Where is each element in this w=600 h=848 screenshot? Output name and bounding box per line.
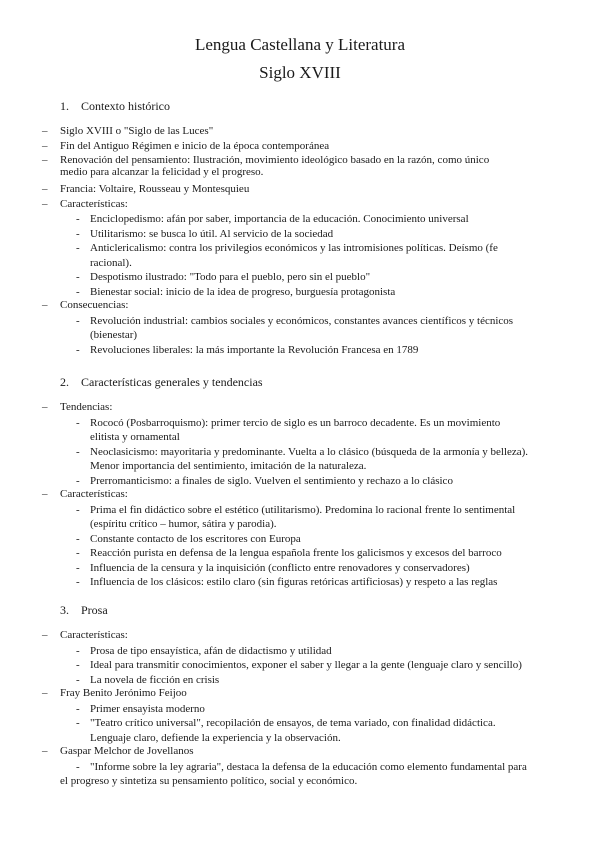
sub-list-item: [76, 416, 568, 445]
sub-list-item: [76, 658, 568, 673]
list-item-text: Consecuencias:: [60, 299, 129, 311]
section-heading-text: Prosa: [78, 603, 108, 617]
list-item-text: Tendencias:: [60, 401, 113, 413]
list-item: [60, 488, 128, 500]
sub-bullet: -: [76, 474, 80, 487]
sub-list-item: [76, 474, 568, 489]
sub-bullet: -: [76, 445, 80, 458]
list-item: [60, 198, 128, 210]
sub-list-item: [76, 503, 568, 532]
list-item-text: Características:: [60, 629, 128, 641]
sub-list-item-text: Prima el fin didáctico sobre el estético (utilitarismo). Predomina lo racional frente lo sentimental: [90, 503, 516, 516]
section-number: 2.: [60, 375, 69, 389]
list-item-text: Francia: Voltaire, Rousseau y Montesquieu: [60, 183, 250, 195]
sub-list-item-continuation: Menor importancia del sentimiento, imitación de la naturaleza.: [90, 460, 367, 472]
sub-list-item: [76, 716, 568, 745]
sub-bullet: -: [76, 416, 80, 429]
list-item-continuation: medio para alcanzar la felicidad y el progreso.: [60, 166, 264, 178]
sub-list-item-text: Constante contacto de los escritores con Europa: [90, 532, 301, 545]
sub-bullet: -: [76, 314, 80, 327]
sub-bullet: -: [76, 343, 80, 356]
sub-bullet: -: [76, 285, 80, 298]
sub-list-item-continuation: elitista y ornamental: [90, 431, 180, 443]
section-number: 1.: [60, 99, 69, 113]
sub-list-item-text: Prerromanticismo: a finales de siglo. Vuelven el sentimiento y rechazo a lo clásico: [90, 474, 453, 487]
section-heading: [60, 99, 170, 114]
document-title: Lengua Castellana y Literatura: [194, 35, 406, 54]
sub-list-item: [60, 760, 568, 789]
sub-list-item-text: Reacción purista en defensa de la lengua española frente los galicismos y excesos del barroco: [90, 547, 502, 559]
sub-list-item-text: Despotismo ilustrado: "Todo para el pueblo, pero sin el pueblo": [90, 271, 371, 283]
sub-list-item: [76, 212, 568, 227]
sub-list-item-text: Ideal para transmitir conocimientos, exponer el saber y llegar a la gente (lenguaje claro y sencillo): [90, 659, 522, 671]
list-item: [60, 140, 329, 152]
sub-bullet: -: [76, 547, 80, 559]
list-item: [60, 629, 128, 641]
sub-list-item-text: Revoluciones liberales: la más importante la Revolución Francesa en 1789: [90, 343, 419, 356]
sub-bullet: -: [76, 576, 80, 588]
sub-bullet: -: [76, 503, 80, 516]
list-item: [60, 401, 112, 413]
sub-list-item: [76, 532, 568, 547]
section-number: 3.: [60, 603, 69, 617]
list-item: [60, 687, 187, 699]
list-item-text: Características:: [60, 488, 128, 500]
list-item-text: Fray Benito Jerónimo Feijoo: [60, 687, 187, 699]
list-item: [60, 125, 213, 137]
sub-list-item: [76, 445, 568, 474]
section-heading-text: Contexto histórico: [78, 99, 170, 113]
list-item-text: Renovación del pensamiento: Ilustración, movimiento ideológico basado en la razón, como único: [60, 154, 490, 166]
sub-list-item-continuation: Lenguaje claro, defiende la experiencia y la observación.: [90, 731, 341, 744]
sub-list-item-text: Neoclasicismo: mayoritaria y predominante. Vuelta a lo clásico (búsqueda de la armonía y belleza).: [90, 445, 529, 458]
list-item-text: Siglo XVIII o "Siglo de las Luces": [60, 125, 214, 137]
sub-list-item: [76, 343, 568, 358]
sub-list-item: [76, 644, 568, 659]
list-item: [60, 154, 489, 178]
section-heading-text: Características generales y tendencias: [78, 375, 263, 389]
sub-bullet: -: [76, 532, 80, 545]
sub-list-item: [76, 241, 568, 270]
sub-list-item: [76, 561, 568, 576]
sub-list-item-text: Revolución industrial: cambios sociales y económicos, constantes avances científicos y técnicos: [90, 314, 514, 327]
sub-list-item: [76, 285, 568, 300]
list-item: [60, 183, 249, 195]
sub-bullet: -: [76, 760, 80, 773]
sub-bullet: -: [76, 673, 80, 686]
sub-bullet: -: [76, 242, 80, 254]
sub-list-item-text: Utilitarismo: se busca lo útil. Al servicio de la sociedad: [90, 227, 334, 240]
sub-bullet: -: [76, 717, 80, 729]
section-heading: [60, 375, 263, 390]
sub-list-item: [76, 227, 568, 242]
sub-list-item: [76, 270, 568, 285]
sub-list-item-continuation: (espíritu crítico – humor, sátira y parodia).: [90, 518, 277, 530]
sub-list-item-text: Enciclopedismo: afán por saber, importancia de la educación. Conocimiento universal: [90, 213, 469, 225]
sub-bullet: -: [76, 227, 80, 240]
sub-list-item-continuation: el progreso y sintetiza su pensamiento político, social y económico.: [60, 775, 358, 787]
sub-list-item-text: Anticlericalismo: contra los privilegios económicos y las intromisiones políticas. Deísmo (fe: [90, 242, 498, 254]
sub-list-item-continuation: (bienestar): [90, 329, 138, 341]
sub-list-item: [76, 546, 568, 561]
sub-list-item-text: Influencia de la censura y la inquisición (conflicto entre renovadores y conservadores): [90, 561, 470, 574]
sub-bullet: -: [76, 213, 80, 225]
sub-list-item-text: Prosa de tipo ensayística, afán de didactismo y utilidad: [90, 644, 332, 657]
sub-list-item-text: Bienestar social: inicio de la idea de progreso, burguesía protagonista: [90, 285, 396, 298]
sub-bullet: -: [76, 659, 80, 671]
sub-list-item-text: Rococó (Posbarroquismo): primer tercio de siglo es un barroco decadente. Es un movimiento: [90, 416, 501, 429]
section-heading: [60, 603, 108, 618]
sub-bullet: -: [76, 271, 80, 283]
sub-list-item-text: Influencia de los clásicos: estilo claro (sin figuras retóricas artificiosas) y respeto a las reglas: [90, 576, 498, 588]
list-item-text: Fin del Antiguo Régimen e inicio de la época contemporánea: [60, 139, 330, 152]
sub-list-item-text: "Informe sobre la ley agraria", destaca la defensa de la educación como elemento fundamental para: [90, 760, 527, 773]
sub-list-item: [76, 314, 568, 343]
sub-list-item: [76, 575, 568, 590]
list-item: [60, 745, 194, 757]
list-item-text: Gaspar Melchor de Jovellanos: [60, 745, 194, 757]
sub-list-item: [76, 702, 568, 717]
sub-bullet: -: [76, 702, 80, 715]
sub-list-item-continuation: racional).: [90, 256, 132, 269]
sub-bullet: -: [76, 644, 80, 657]
sub-bullet: -: [76, 561, 80, 574]
list-item: [60, 299, 128, 311]
document-subtitle: Siglo XVIII: [259, 63, 341, 82]
sub-list-item: [76, 673, 568, 688]
sub-list-item-text: Primer ensayista moderno: [90, 702, 205, 715]
list-item-text: Características:: [60, 197, 128, 210]
sub-list-item-text: La novela de ficción en crisis: [90, 673, 220, 686]
sub-list-item-text: "Teatro crítico universal", recopilación de ensayos, de tema variado, con finalidad didáctica.: [90, 717, 496, 729]
